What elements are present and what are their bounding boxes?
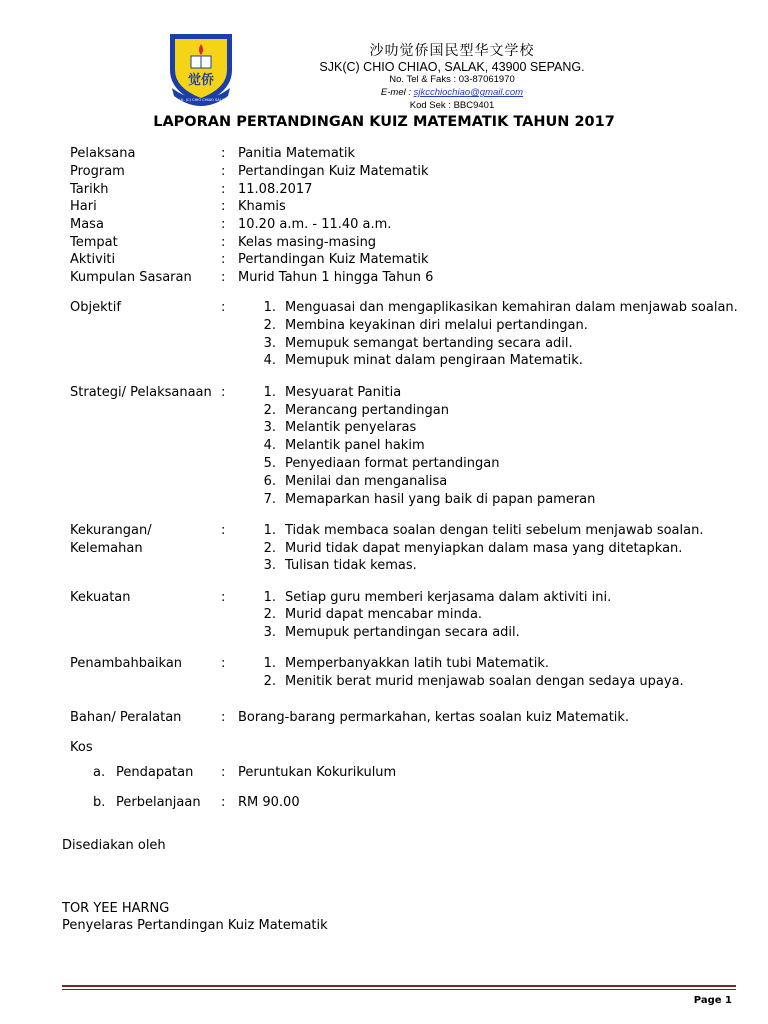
field-colon: : [221, 300, 226, 315]
list-number: 2. [263, 541, 276, 556]
field-value-hari: Khamis [238, 199, 286, 214]
signatory-position: Penyelaras Pertandingan Kuiz Matematik [62, 918, 328, 933]
kos-label-pendapatan: Pendapatan [116, 765, 194, 780]
field-value-pelaksana: Panitia Matematik [238, 146, 356, 161]
field-colon: : [221, 523, 226, 538]
field-label-program: Program [70, 164, 125, 179]
section-label-kos: Kos [70, 740, 93, 755]
school-phone [262, 75, 642, 85]
field-label-hari: Hari [70, 199, 97, 214]
kekurangan-item: Murid tidak dapat menyiapkan dalam masa yang ditetapkan. [285, 541, 683, 556]
email-link[interactable]: sjkcchiochiao@gmail.com [413, 87, 524, 98]
objektif-item: Menguasai dan mengaplikasikan kemahiran dalam menjawab soalan. [285, 300, 738, 315]
logo-ribbon-text: S.J.K. (C) CHIO CHIAO SALAK [175, 98, 227, 102]
list-number: 5. [263, 456, 276, 471]
penambahbaikan-item: Menitik berat murid menjawab soalan dengan sedaya upaya. [285, 674, 684, 689]
list-number: 4. [263, 438, 276, 453]
section-label-penambahbaikan: Penambahbaikan [70, 656, 183, 671]
field-label-tarikh: Tarikh [70, 182, 109, 197]
field-label-kumpulan-sasaran: Kumpulan Sasaran [70, 270, 192, 285]
strategi-item: Memaparkan hasil yang baik di papan pameran [285, 492, 596, 507]
strategi-item: Penyediaan format pertandingan [285, 456, 500, 471]
field-colon: : [221, 795, 226, 810]
field-value-program: Pertandingan Kuiz Matematik [238, 164, 429, 179]
field-colon: : [221, 590, 226, 605]
kos-value-pendapatan: Peruntukan Kokurikulum [238, 765, 397, 780]
page-number: Page 1 [693, 995, 732, 1006]
email-label: E-mel : [380, 87, 411, 98]
kos-label-perbelanjaan: Perbelanjaan [116, 795, 201, 810]
signatory-name: TOR YEE HARNG [62, 901, 170, 916]
field-colon: : [221, 217, 226, 232]
field-label-tempat: Tempat [70, 235, 118, 250]
kekuatan-item: Setiap guru memberi kerjasama dalam aktiviti ini. [285, 590, 612, 605]
list-number: 1. [263, 656, 276, 671]
school-logo [166, 30, 236, 110]
school-email [262, 88, 642, 98]
field-colon: : [221, 182, 226, 197]
kos-letter: a. [93, 765, 106, 780]
kekuatan-item: Memupuk pertandingan secara adil. [285, 625, 520, 640]
field-value-masa: 10.20 a.m. - 11.40 a.m. [238, 217, 392, 232]
strategi-item: Mesyuarat Panitia [285, 385, 402, 400]
field-colon: : [221, 385, 226, 400]
field-label-aktiviti: Aktiviti [70, 252, 116, 267]
list-number: 4. [263, 353, 276, 368]
phone-label: No. Tel & Faks : [389, 74, 457, 85]
list-number: 3. [263, 336, 276, 351]
field-value-tarikh: 11.08.2017 [238, 182, 313, 197]
list-number: 3. [263, 558, 276, 573]
list-number: 1. [263, 385, 276, 400]
strategi-item: Melantik penyelaras [285, 420, 417, 435]
strategi-item: Menilai dan menganalisa [285, 474, 448, 489]
section-label-kekuatan: Kekuatan [70, 590, 131, 605]
objektif-item: Memupuk semangat bertanding secara adil. [285, 336, 573, 351]
objektif-item: Membina keyakinan diri melalui pertandingan. [285, 318, 588, 333]
strategi-item: Merancang pertandingan [285, 403, 449, 418]
kos-value-perbelanjaan: RM 90.00 [238, 795, 300, 810]
list-number: 6. [263, 474, 276, 489]
field-colon: : [221, 270, 226, 285]
field-label-masa: Masa [70, 217, 104, 232]
list-number: 3. [263, 625, 276, 640]
objektif-item: Memupuk minat dalam pengiraan Matematik. [285, 353, 583, 368]
kekurangan-item: Tulisan tidak kemas. [285, 558, 417, 573]
field-colon: : [221, 199, 226, 214]
report-title: LAPORAN PERTANDINGAN KUIZ MATEMATIK TAHUN 2017 [153, 114, 615, 130]
list-number: 2. [263, 403, 276, 418]
list-number: 2. [263, 674, 276, 689]
school-name-chinese: 沙叻觉侨国民型华文学校 [369, 43, 535, 59]
field-colon: : [221, 235, 226, 250]
prepared-by-label: Disediakan oleh [62, 838, 166, 853]
logo-text: 觉侨 [187, 73, 215, 88]
list-number: 3. [263, 420, 276, 435]
list-number: 1. [263, 590, 276, 605]
list-number: 1. [263, 300, 276, 315]
section-label-kelemahan: Kelemahan [70, 541, 143, 556]
footer-rule-thin [62, 989, 736, 990]
field-value-tempat: Kelas masing-masing [238, 235, 377, 250]
kos-letter: b. [93, 795, 106, 810]
field-label-pelaksana: Pelaksana [70, 146, 136, 161]
code-value: BBC9401 [453, 100, 495, 111]
field-colon: : [221, 164, 226, 179]
phone-value: 03-87061970 [458, 74, 515, 85]
kekuatan-item: Murid dapat mencabar minda. [285, 607, 483, 622]
section-label-strategi: Strategi/ Pelaksanaan [70, 385, 212, 400]
list-number: 2. [263, 318, 276, 333]
field-colon: : [221, 146, 226, 161]
list-number: 2. [263, 607, 276, 622]
school-name: SJK(C) CHIO CHIAO, SALAK, 43900 SEPANG. [319, 60, 585, 74]
section-label-objektif: Objektif [70, 300, 121, 315]
section-label-bahan: Bahan/ Peralatan [70, 710, 182, 725]
footer-rule [62, 985, 736, 987]
list-number: 1. [263, 523, 276, 538]
bahan-value: Borang-barang permarkahan, kertas soalan kuiz Matematik. [238, 710, 630, 725]
field-colon: : [221, 710, 226, 725]
strategi-item: Melantik panel hakim [285, 438, 425, 453]
section-label-kekurangan: Kekurangan/ [70, 523, 152, 538]
list-number: 7. [263, 492, 276, 507]
field-colon: : [221, 252, 226, 267]
field-colon: : [221, 765, 226, 780]
penambahbaikan-item: Memperbanyakkan latih tubi Matematik. [285, 656, 550, 671]
school-code [262, 101, 642, 111]
field-value-aktiviti: Pertandingan Kuiz Matematik [238, 252, 429, 267]
code-label: Kod Sek : [409, 100, 451, 111]
field-colon: : [221, 656, 226, 671]
field-value-kumpulan-sasaran: Murid Tahun 1 hingga Tahun 6 [238, 270, 434, 285]
kekurangan-item: Tidak membaca soalan dengan teliti sebelum menjawab soalan. [285, 523, 704, 538]
